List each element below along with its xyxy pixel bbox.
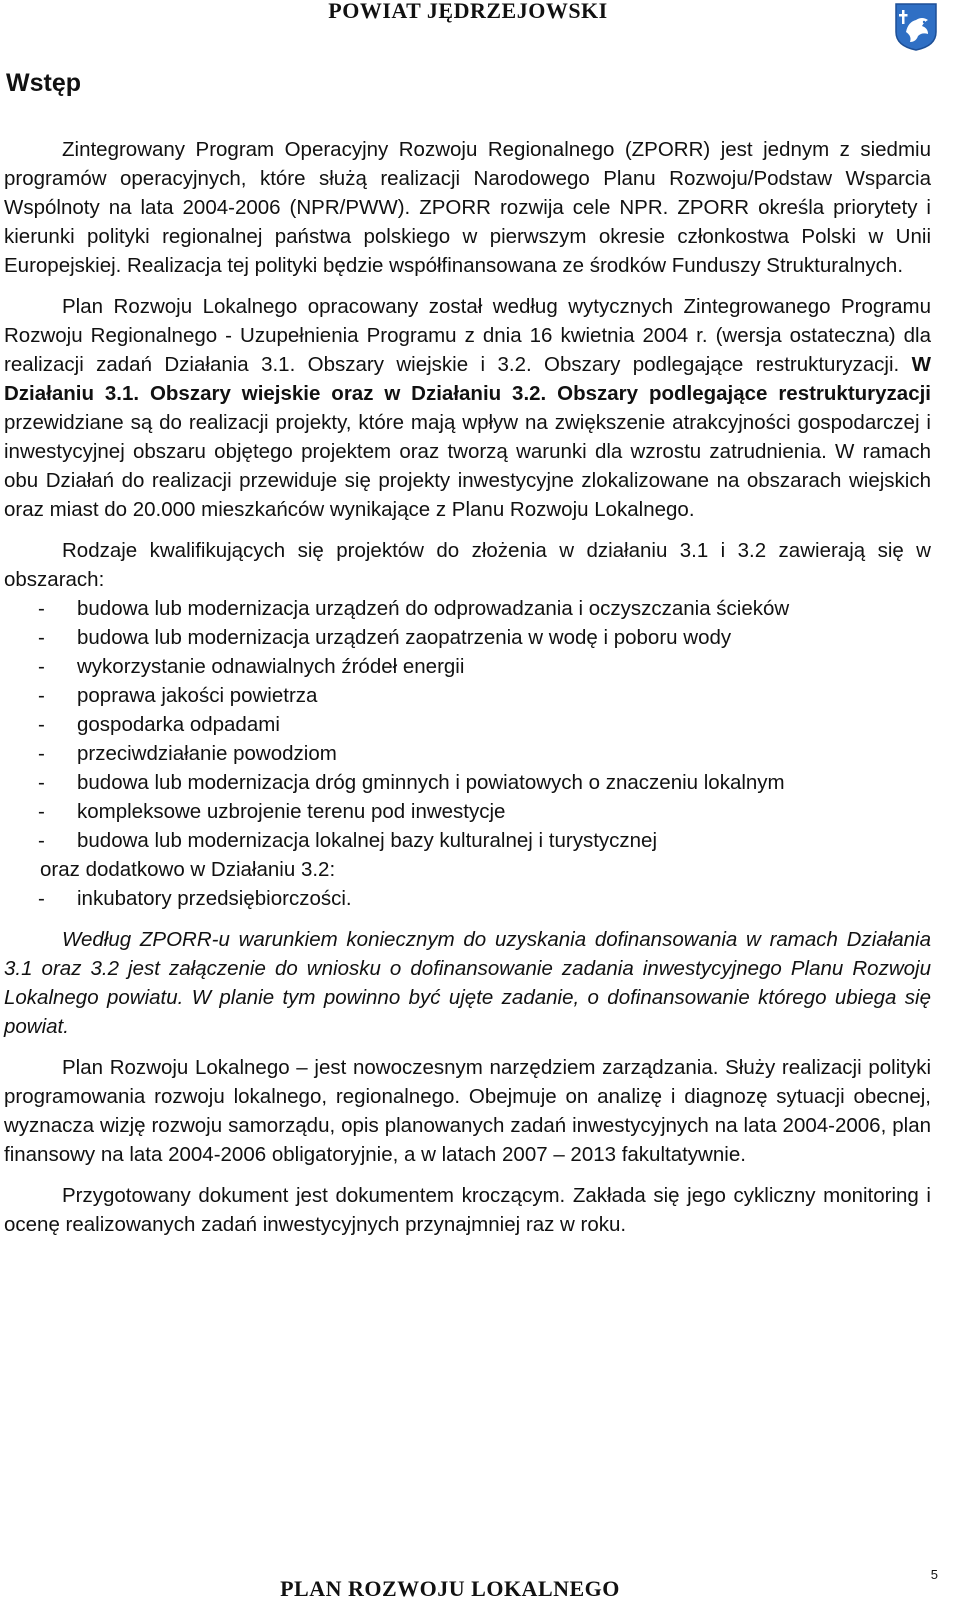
coat-of-arms-icon	[894, 2, 938, 52]
list-item-text: kompleksowe uzbrojenie terenu pod inwestycje	[77, 800, 506, 823]
project-types-list	[4, 594, 931, 855]
list-item	[4, 681, 931, 710]
list-item	[4, 739, 931, 768]
plan-paragraph	[4, 292, 931, 524]
list-dash: -	[38, 684, 45, 707]
list-dash: -	[38, 829, 45, 852]
page-number: 5	[930, 1567, 938, 1582]
list-item	[4, 797, 931, 826]
plan-paragraph-text-2: przewidziane są do realizacji projekty, które mają wpływ na zwiększenie atrakcyjności gospodarczej i inwestycyjnej obszaru objętego projektem oraz tworzą warunki dla wzrostu zatrudnienia. W ramach obu Działań do realizacji przewiduje się projekty inwestycyjne zlokalizowane na obszarach wiejskich oraz miast do 20.000 mieszkańców wynikające z Planu Rozwoju Lokalnego.	[4, 411, 931, 521]
list-item	[4, 652, 931, 681]
plan-paragraph-bold: W Działaniu 3.1. Obszary wiejskie oraz w Działaniu 3.2. Obszary podlegające restrukturyzacji	[4, 353, 931, 405]
section-heading: Wstęp	[6, 69, 81, 97]
list-dash: -	[38, 597, 45, 620]
list-item	[4, 768, 931, 797]
list-dash: -	[38, 742, 45, 765]
list-item-text: przeciwdziałanie powodziom	[77, 742, 337, 765]
list-item-text: wykorzystanie odnawialnych źródeł energii	[77, 655, 465, 678]
list-item-text: budowa lub modernizacja urządzeń zaopatrzenia w wodę i poboru wody	[77, 626, 732, 649]
list-item-text: budowa lub modernizacja urządzeń do odprowadzania i oczyszczania ścieków	[77, 597, 790, 620]
list-dash: -	[38, 800, 45, 823]
list-dash: -	[38, 771, 45, 794]
list-item-text: inkubatory przedsiębiorczości.	[77, 887, 352, 910]
list-item	[4, 826, 931, 855]
closing-paragraph: Przygotowany dokument jest dokumentem kroczącym. Zakłada się jego cykliczny monitoring i ocenę realizowanych zadań inwestycyjnych przynajmniej raz w roku.	[4, 1184, 931, 1236]
list-item	[4, 710, 931, 739]
list-item	[4, 594, 931, 623]
project-types-paragraph: Rodzaje kwalifikujących się projektów do złożenia w działaniu 3.1 i 3.2 zawierają się w obszarach:	[4, 539, 931, 591]
list-item-text: budowa lub modernizacja dróg gminnych i powiatowych o znaczeniu lokalnym	[77, 771, 785, 794]
list-item-text: poprawa jakości powietrza	[77, 684, 318, 707]
list-dash: -	[38, 655, 45, 678]
extra-list	[4, 884, 931, 913]
document-header: POWIAT JĘDRZEJOWSKI	[328, 0, 608, 23]
list-dash: -	[38, 713, 45, 736]
document-body	[4, 135, 931, 1239]
definition-paragraph: Plan Rozwoju Lokalnego – jest nowoczesnym narzędziem zarządzania. Służy realizacji polityki programowania rozwoju lokalnego, regionalnego. Obejmuje on analizę i diagnozę sytuacji obecnej, wyznacza wizję rozwoju samorządu, opis planowanych zadań inwestycyjnych na lata 2004-2006, plan finansowy na lata 2004-2006 obligatoryjnie, a w latach 2007 – 2013 fakultatywnie.	[4, 1056, 931, 1166]
plan-paragraph-text: Plan Rozwoju Lokalnego opracowany został według wytycznych Zintegrowanego Programu Rozwoju Regionalnego - Uzupełnienia Programu z dnia 16 kwietnia 2004 r. (wersja ostateczna) dla realizacji zadań Działania 3.1. Obszary wiejskie i 3.2. Obszary podlegające restrukturyzacji.	[4, 295, 931, 376]
list-item-text: budowa lub modernizacja lokalnej bazy kulturalnej i turystycznej	[77, 829, 657, 852]
list-item	[4, 884, 931, 913]
intro-paragraph: Zintegrowany Program Operacyjny Rozwoju Regionalnego (ZPORR) jest jednym z siedmiu programów operacyjnych, które służą realizacji Narodowego Planu Rozwoju/Podstaw Wsparcia Wspólnoty na lata 2004-2006 (NPR/PWW). ZPORR rozwija cele NPR. ZPORR określa priorytety i kierunki polityki regionalnej państwa polskiego w pierwszym okresie członkostwa Polski w Unii Europejskiej. Realizacja tej polityki będzie współfinansowana ze środków Funduszy Strukturalnych.	[4, 138, 931, 277]
requirement-paragraph: Według ZPORR-u warunkiem koniecznym do uzyskania dofinansowania w ramach Działania 3.1 oraz 3.2 jest załączenie do wniosku o dofinansowanie zadania inwestycyjnego Planu Rozwoju Lokalnego powiatu. W planie tym powinno być ujęte zadanie, o dofinansowanie którego ubiega się powiat.	[4, 928, 931, 1038]
list-extra-label: oraz dodatkowo w Działaniu 3.2:	[40, 858, 336, 881]
document-footer: PLAN ROZWOJU LOKALNEGO	[280, 1576, 620, 1601]
list-dash: -	[38, 626, 45, 649]
list-dash: -	[38, 887, 45, 910]
list-item-text: gospodarka odpadami	[77, 713, 280, 736]
list-item	[4, 623, 931, 652]
